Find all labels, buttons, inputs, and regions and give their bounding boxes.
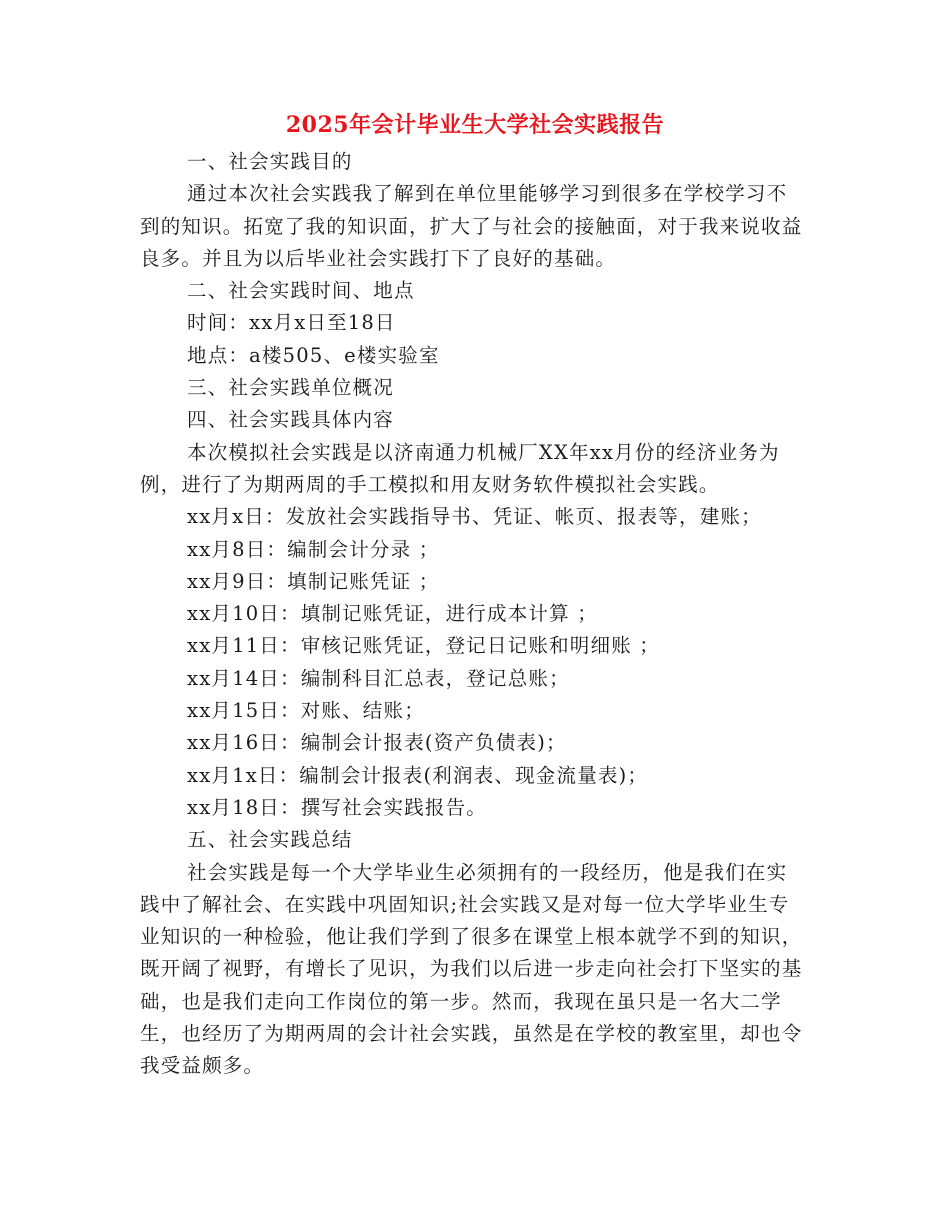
schedule-item: xx月9日：填制记账凭证 ； xyxy=(187,569,440,593)
paragraph-time: 时间：xx月x日至18日 xyxy=(187,311,396,335)
section-heading-unit-overview: 三、社会实践单位概况 xyxy=(187,376,395,400)
paragraph-summary: 社会实践是每一个大学毕业生必须拥有的一段经历，他是我们在实践中了解社会、在实践中巩固知识;社会实践又是对每一位大学毕业生专业知识的一种检验，他让我们学到了很多在课堂上根本就学不到的知识，既开阔了视野，有增长了见识，为我们以后进一步走向社会打下坚实的基础，也是我们走向工作岗位的第一步。然而，我现在虽只是一名大二学生，也经历了为期两周的会计社会实践，虽然是在学校的教室里，却也令我受益颇多。 xyxy=(140,860,803,1078)
schedule-item: xx月x日：发放社会实践指导书、凭证、帐页、报表等，建账； xyxy=(187,505,762,529)
paragraph-purpose: 通过本次社会实践我了解到在单位里能够学习到很多在学校学习不到的知识。拓宽了我的知识面，扩大了与社会的接触面，对于我来说收益良多。并且为以后毕业社会实践打下了良好的基础。 xyxy=(140,182,803,270)
schedule-item: xx月8日：编制会计分录 ； xyxy=(187,537,440,561)
schedule-item: xx月18日：撰写社会实践报告。 xyxy=(187,795,488,819)
schedule-item: xx月10日：填制记账凭证，进行成本计算 ； xyxy=(187,602,598,626)
schedule-item: xx月15日：对账、结账； xyxy=(187,699,425,723)
section-heading-time-place: 二、社会实践时间、地点 xyxy=(187,279,415,303)
schedule-item: xx月11日：审核记账凭证，登记日记账和明细账 ； xyxy=(187,634,661,658)
paragraph-content-intro: 本次模拟社会实践是以济南通力机械厂XX年xx月份的经济业务为例，进行了为期两周的手工模拟和用友财务软件模拟社会实践。 xyxy=(140,440,780,496)
paragraph-place: 地点：a楼505、e楼实验室 xyxy=(187,343,440,367)
schedule-item: xx月1x日：编制会计报表(利润表、现金流量表)； xyxy=(187,763,649,787)
schedule-item: xx月16日：编制会计报表(资产负债表)； xyxy=(187,731,567,755)
document-title: 2025年会计毕业生大学社会实践报告 xyxy=(285,112,665,138)
section-heading-content: 四、社会实践具体内容 xyxy=(187,408,395,432)
schedule-item: xx月14日：编制科目汇总表，登记总账； xyxy=(187,666,570,690)
section-heading-purpose: 一、社会实践目的 xyxy=(187,150,353,173)
section-heading-summary: 五、社会实践总结 xyxy=(187,828,353,852)
document-body xyxy=(140,146,806,1083)
